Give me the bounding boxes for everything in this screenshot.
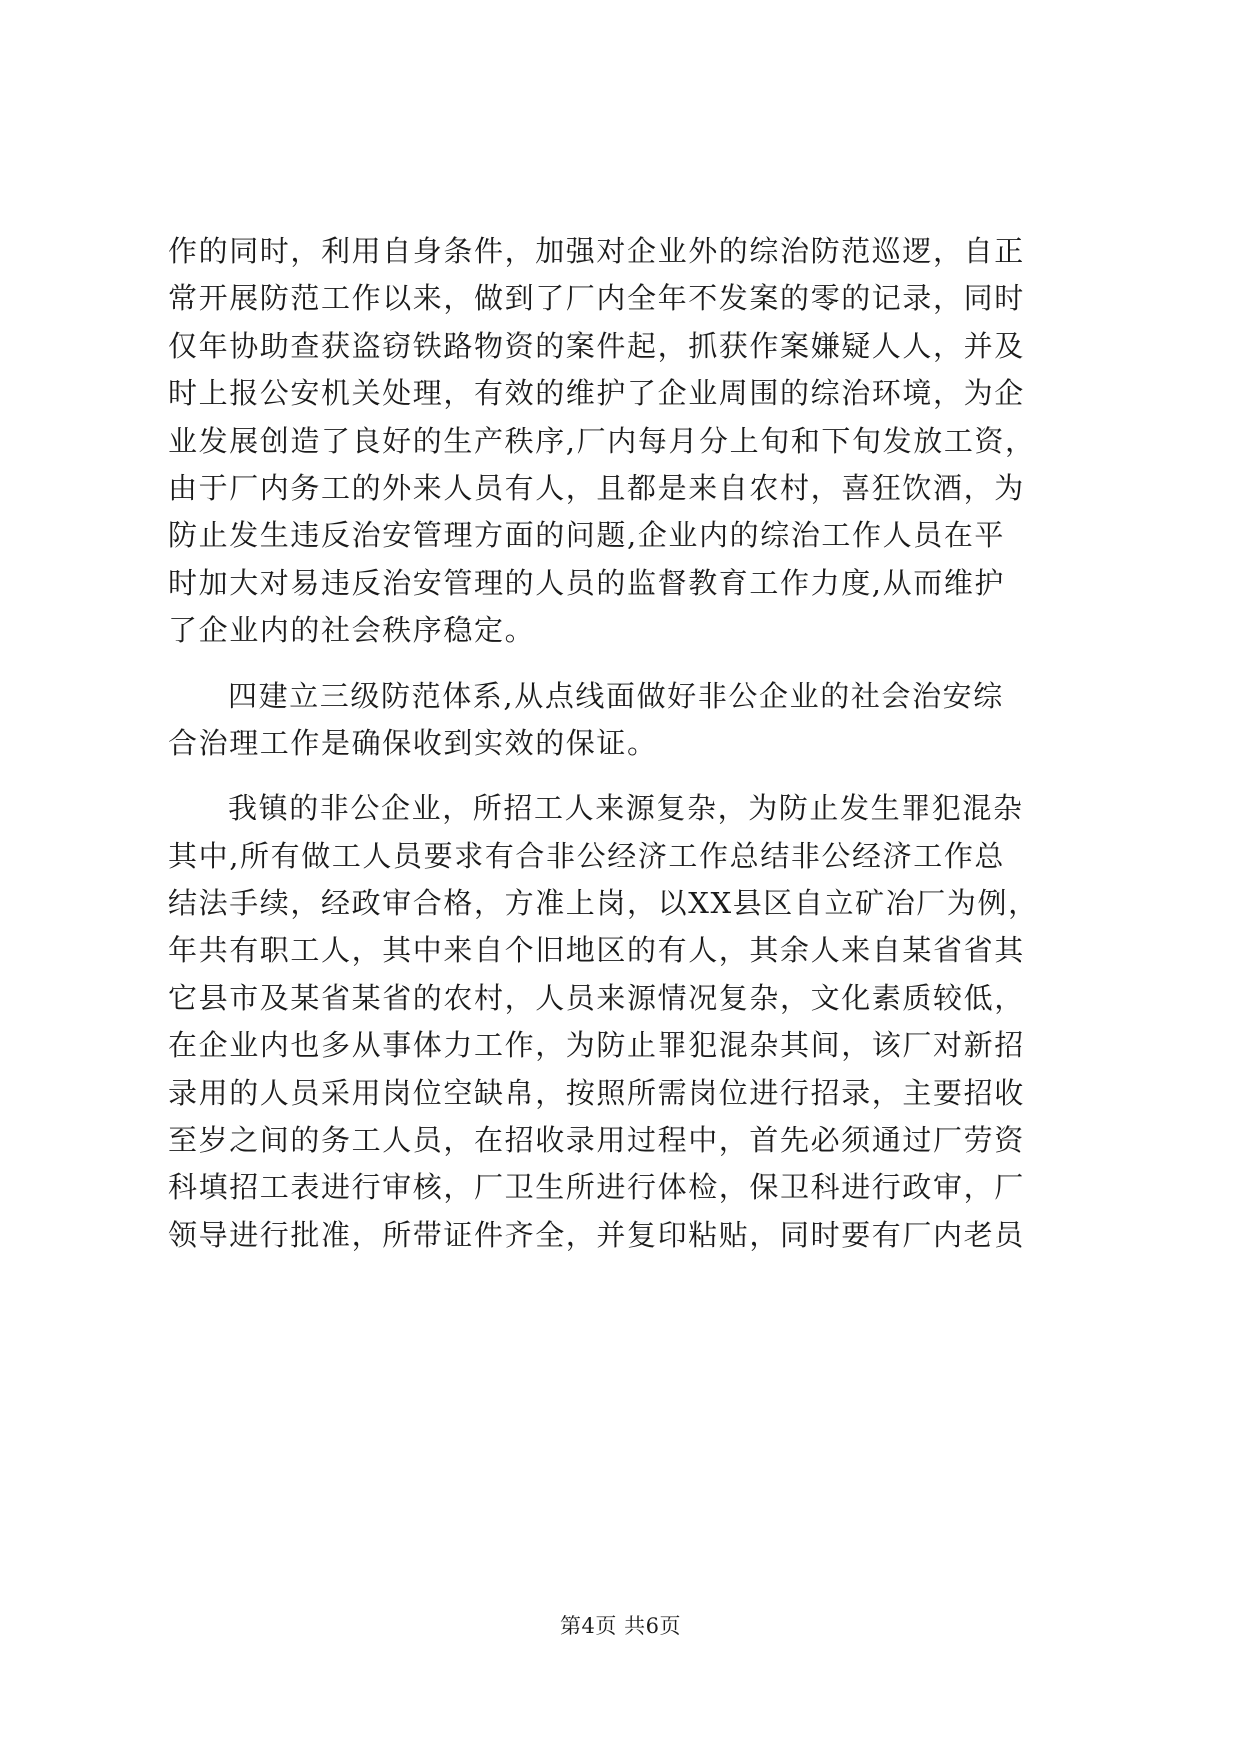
text-line: 业发展创造了良好的生产秩序,厂内每月分上旬和下旬发放工资， bbox=[168, 423, 1036, 458]
text-line: 了企业内的社会秩序稳定。 bbox=[168, 613, 536, 648]
text-line: 它县市及某省某省的农村，人员来源情况复杂，文化素质较低， bbox=[168, 980, 1025, 1015]
text-line: 在企业内也多从事体力工作，为防止罪犯混杂其间，该厂对新招 bbox=[168, 1028, 1025, 1063]
document-body bbox=[168, 228, 1088, 1259]
page-number-footer: 第4页 共6页 bbox=[560, 1614, 681, 1638]
text-line: 时加大对易违反治安管理的人员的监督教育工作力度,从而维护 bbox=[168, 565, 1006, 600]
text-line: 四建立三级防范体系,从点线面做好非公企业的社会治安综 bbox=[228, 678, 1004, 713]
text-line: 仅年协助查获盗窃铁路物资的案件起，抓获作案嫌疑人人，并及 bbox=[168, 328, 1025, 363]
text-line: 录用的人员采用岗位空缺帛，按照所需岗位进行招录，主要招收 bbox=[168, 1075, 1025, 1110]
text-line: 防止发生违反治安管理方面的问题,企业内的综治工作人员在平 bbox=[168, 518, 1006, 553]
text-line: 其中,所有做工人员要求有合非公经济工作总结非公经济工作总 bbox=[168, 838, 1006, 873]
text-line: 领导进行批准，所带证件齐全，并复印粘贴，同时要有厂内老员 bbox=[168, 1217, 1025, 1252]
text-line: 至岁之间的务工人员，在招收录用过程中，首先必须通过厂劳资 bbox=[168, 1123, 1025, 1158]
text-line: 结法手续，经政审合格，方准上岗，以XX县区自立矿冶厂为例， bbox=[168, 886, 1039, 921]
text-line: 年共有职工人，其中来自个旧地区的有人，其余人来自某省省其 bbox=[168, 933, 1025, 968]
text-line: 常开展防范工作以来，做到了厂内全年不发案的零的记录，同时 bbox=[168, 281, 1025, 316]
text-line: 科填招工表进行审核，厂卫生所进行体检，保卫科进行政审，厂 bbox=[168, 1170, 1025, 1205]
text-line: 时上报公安机关处理，有效的维护了企业周围的综治环境，为企 bbox=[168, 376, 1025, 411]
text-line: 由于厂内务工的外来人员有人，且都是来自农村，喜狂饮酒，为 bbox=[168, 470, 1025, 505]
text-line: 作的同时，利用自身条件，加强对企业外的综治防范巡逻，自正 bbox=[168, 234, 1025, 268]
text-line: 合治理工作是确保收到实效的保证。 bbox=[168, 725, 658, 760]
text-line: 我镇的非公企业，所招工人来源复杂，为防止发生罪犯混杂 bbox=[228, 791, 1024, 826]
